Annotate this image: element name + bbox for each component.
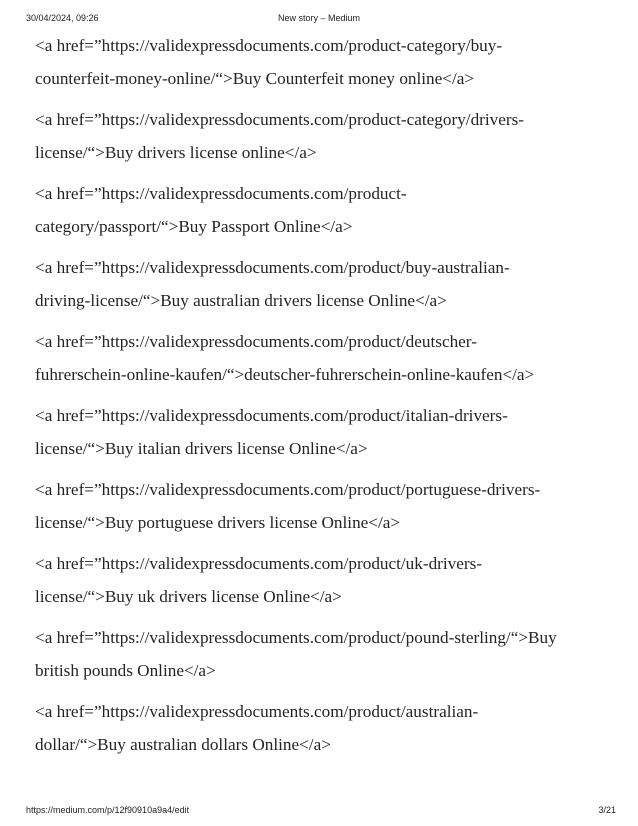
paragraph-line: fuhrerschein-online-kaufen/“>deutscher-fuhrerschein-online-kaufen</a> (35, 365, 535, 384)
story-paragraph (35, 29, 610, 95)
print-page-title: New story – Medium (277, 13, 361, 23)
paragraph-line: license/“>Buy portuguese drivers license Online</a> (35, 513, 401, 532)
paragraph-line: <a href=”https://validexpressdocuments.com/product- (35, 184, 407, 203)
story-paragraph (35, 177, 610, 243)
story-paragraph (35, 547, 610, 613)
story-paragraph (35, 621, 610, 687)
paragraph-line: counterfeit-money-online/“>Buy Counterfeit money online</a> (35, 69, 475, 88)
paragraph-line: <a href=”https://validexpressdocuments.com/product-category/drivers- (35, 110, 525, 129)
print-url: https://medium.com/p/12f90910a9a4/edit (26, 805, 190, 815)
story-body (35, 29, 610, 769)
story-paragraph (35, 103, 610, 169)
paragraph-line: <a href=”https://validexpressdocuments.com/product/buy-australian- (35, 258, 510, 277)
paragraph-line: license/“>Buy italian drivers license Online</a> (35, 439, 368, 458)
print-footer (0, 805, 638, 817)
paragraph-line: <a href=”https://validexpressdocuments.com/product/deutscher- (35, 332, 477, 351)
paragraph-line: <a href=”https://validexpressdocuments.com/product/italian-drivers- (35, 406, 508, 425)
paragraph-line: <a href=”https://validexpressdocuments.com/product/pound-sterling/“>Buy (35, 628, 557, 647)
paragraph-line: <a href=”https://validexpressdocuments.com/product/portuguese-drivers- (35, 480, 541, 499)
story-paragraph (35, 325, 610, 391)
paragraph-line: <a href=”https://validexpressdocuments.com/product/australian- (35, 702, 479, 721)
paragraph-line: category/passport/“>Buy Passport Online</a> (35, 217, 353, 236)
paragraph-line: british pounds Online</a> (35, 661, 216, 680)
story-paragraph (35, 695, 610, 761)
story-paragraph (35, 251, 610, 317)
print-page-number: 3/21 (598, 805, 616, 815)
paragraph-line: dollar/“>Buy australian dollars Online</a> (35, 735, 331, 754)
paragraph-line: license/“>Buy uk drivers license Online</a> (35, 587, 342, 606)
story-paragraph (35, 473, 610, 539)
story-paragraph (35, 399, 610, 465)
print-datetime: 30/04/2024, 09:26 (26, 13, 99, 23)
print-header (0, 13, 638, 25)
paragraph-line: license/“>Buy drivers license online</a> (35, 143, 317, 162)
paragraph-line: driving-license/“>Buy australian drivers license Online</a> (35, 291, 447, 310)
paragraph-line: <a href=”https://validexpressdocuments.com/product/uk-drivers- (35, 554, 483, 573)
paragraph-line: <a href=”https://validexpressdocuments.com/product-category/buy- (35, 36, 503, 55)
